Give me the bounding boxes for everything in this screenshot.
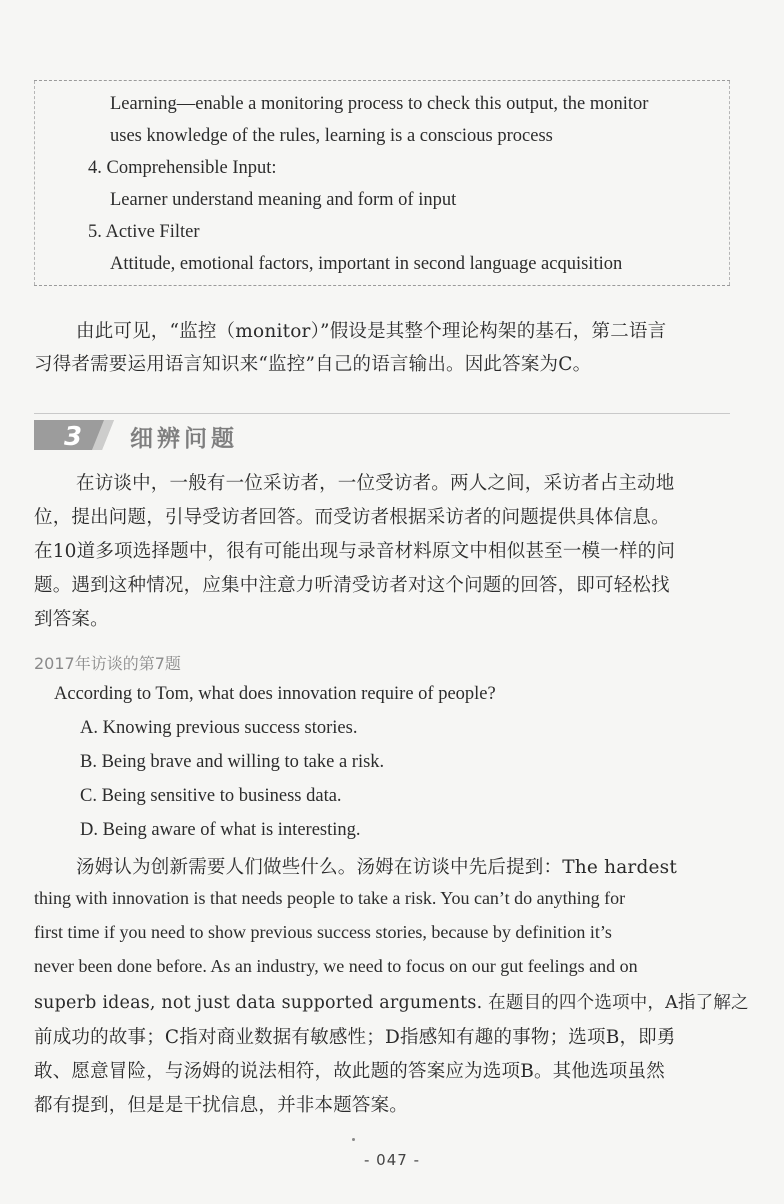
learning-line-2: uses knowledge of the rules, learning is a conscious process (110, 126, 553, 146)
conclusion-line-1: 由此可见，“监控（monitor）”假设是其整个理论构架的基石，第二语言 (76, 321, 667, 342)
option-a: A. Knowing previous success stories. (80, 718, 358, 738)
section-rule (34, 413, 730, 414)
analysis-line-5: superb ideas, not just data supported arguments. 在题目的四个选项中，A指了解之 (34, 993, 749, 1013)
intro-line-4: 题。遇到这种情况，应集中注意力听清受访者对这个问题的回答，即可轻松找 (34, 575, 670, 596)
option-d: D. Being aware of what is interesting. (80, 820, 361, 840)
intro-line-5: 到答案。 (34, 609, 109, 630)
section-number: 3 (64, 422, 83, 452)
box-right-border (729, 81, 730, 285)
section-number-badge (34, 418, 114, 452)
example-label: 2017年访谈的第7题 (34, 654, 181, 673)
option-b: B. Being brave and willing to take a risk. (80, 752, 385, 772)
page-number: - 047 - (364, 1151, 420, 1169)
analysis-line-4: never been done before. As an industry, we need to focus on our gut feelings and on (34, 956, 638, 976)
intro-line-2: 位，提出问题，引导受访者回答。而受访者根据采访者的问题提供具体信息。 (34, 507, 670, 528)
option-c: C. Being sensitive to business data. (80, 786, 342, 806)
intro-line-1: 在访谈中，一般有一位采访者，一位受访者。两人之间，采访者占主动地 (76, 473, 675, 494)
footer-dot (352, 1138, 355, 1141)
box-left-border (34, 81, 35, 285)
analysis-line-1: 汤姆认为创新需要人们做些什么。汤姆在访谈中先后提到：The hardest (76, 857, 677, 878)
analysis-line-2: thing with innovation is that needs people to take a risk. You can’t do anything for (34, 888, 626, 908)
analysis-line-7: 敢、愿意冒险，与汤姆的说法相符，故此题的答案应为选项B。其他选项虽然 (34, 1061, 665, 1082)
example-question: According to Tom, what does innovation require of people? (54, 684, 496, 704)
analysis-line-6: 前成功的故事；C指对商业数据有敏感性；D指感知有趣的事物；选项B，即勇 (34, 1027, 676, 1048)
intro-line-3: 在10道多项选择题中，很有可能出现与录音材料原文中相似甚至一模一样的问 (34, 541, 676, 562)
section-title: 细辨问题 (130, 426, 238, 452)
item-5-detail: Attitude, emotional factors, important in second language acquisition (110, 254, 623, 274)
learning-line-1: Learning—enable a monitoring process to check this output, the monitor (110, 94, 649, 114)
item-4-title: 4. Comprehensible Input: (88, 158, 277, 178)
item-5-title: 5. Active Filter (88, 222, 200, 242)
conclusion-line-2: 习得者需要运用语言知识来“监控”自己的语言输出。因此答案为C。 (34, 354, 592, 375)
item-4-detail: Learner understand meaning and form of input (110, 190, 457, 210)
analysis-line-8: 都有提到，但是是干扰信息，并非本题答案。 (34, 1095, 409, 1116)
analysis-line-3: first time if you need to show previous success stories, because by definition it’s (34, 922, 612, 942)
